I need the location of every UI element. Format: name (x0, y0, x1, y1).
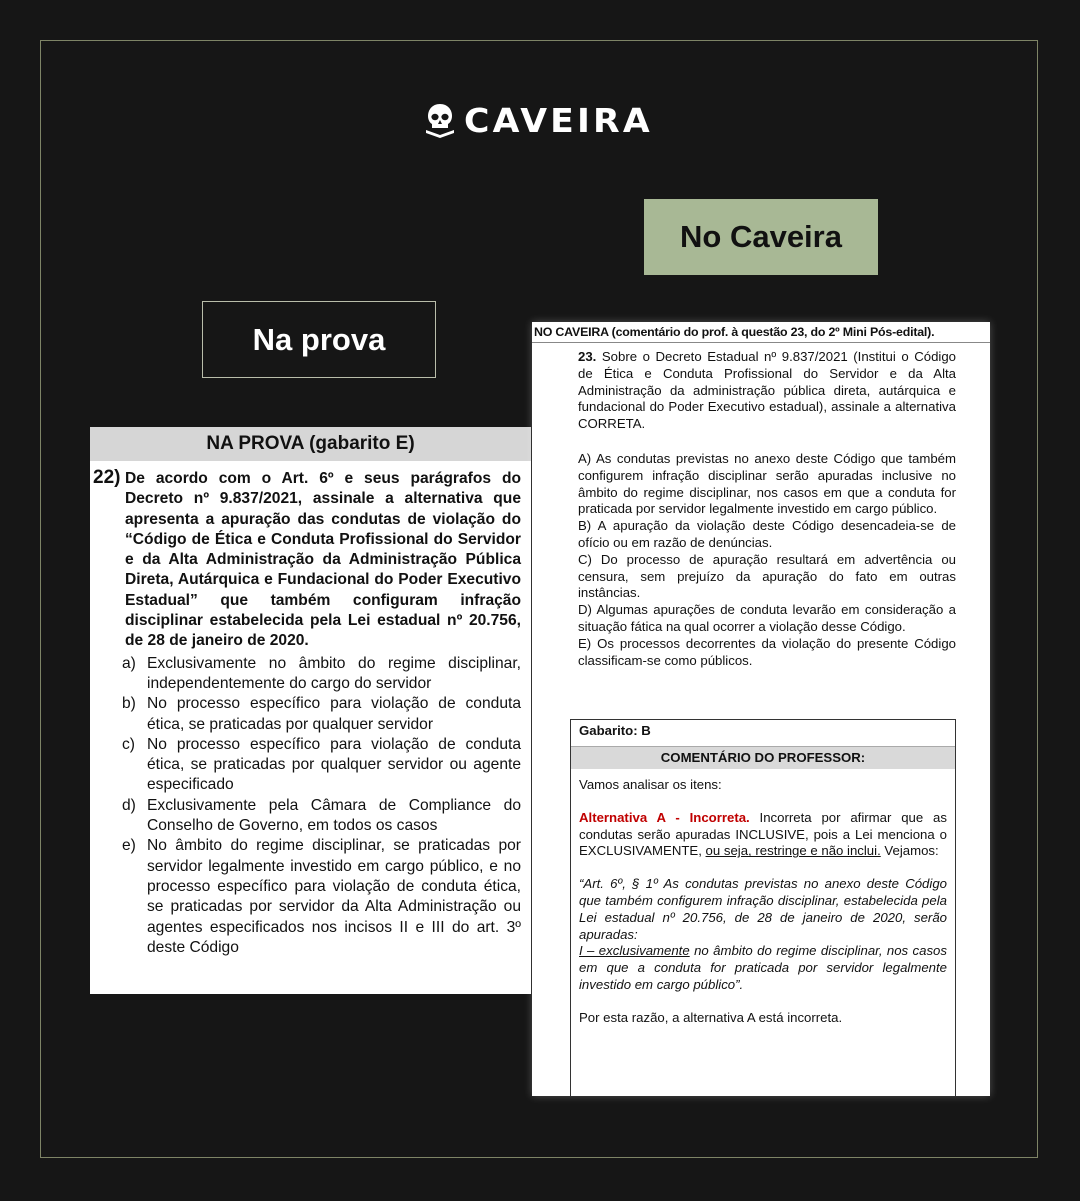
option-c (122, 735, 521, 796)
alternative-a-underline: ou seja, restringe e não inclui. (705, 843, 881, 859)
brand-name: CAVEIRA (464, 100, 653, 140)
comment-intro: Vamos analisar os itens: (579, 777, 722, 792)
alternative-a-label: Alternativa A - Incorreta. (579, 809, 750, 825)
option-c: C) Do processo de apuração resultará em advertência ou censura, sem prejuízo da apuração do fato em outras instâncias. (578, 551, 956, 601)
comment-title: COMENTÁRIO DO PROFESSOR: (571, 746, 955, 769)
option-a (122, 654, 521, 695)
option-letter: b) (122, 695, 136, 713)
question-23-number: 23. (578, 349, 597, 364)
option-d: D) Algumas apurações de conduta levarão em consideração a situação fática na qual ocorrer a violação desse Código. (578, 602, 956, 634)
comment-body (571, 769, 955, 1027)
legal-quote-end: no âmbito do regime disciplinar, nos casos em que a conduta for praticada por servidor legalmente investido em cargo público”. (579, 943, 947, 992)
option-d (122, 796, 521, 837)
option-b: B) A apuração da violação deste Código desencadeia-se de ofício ou em razão de denúncias. (578, 518, 956, 550)
brand-logo (424, 100, 653, 140)
option-letter: e) (122, 837, 136, 855)
question-23-options (578, 451, 956, 669)
option-letter: d) (122, 796, 136, 814)
legal-quote-underline: I – exclusivamente (579, 943, 690, 959)
option-a: A) As condutas previstas no anexo deste Código que também configurem infração disciplinar serão apuradas inclusive no âmbito do regime disciplinar, nos casos em que a conduta for praticada por servidor legalmente investido em cargo público. (578, 450, 956, 517)
option-text: Exclusivamente no âmbito do regime disciplinar, independentemente do cargo do servidor (147, 654, 521, 692)
legal-quote (579, 876, 947, 994)
exam-header: NA PROVA (gabarito E) (90, 427, 531, 461)
option-text: No processo específico para violação de conduta ética, se praticadas por qualquer servidor ou agente especificado (147, 735, 521, 794)
alternative-a-end: Vejamos: (880, 843, 939, 859)
option-e: E) Os processos decorrentes da violação do presente Código classificam-se como públicos. (578, 635, 956, 668)
caveira-header: NO CAVEIRA (comentário do prof. à questão 23, do 2º Mini Pós-edital). (532, 322, 990, 343)
question-23-stem (578, 349, 956, 433)
option-text: No processo específico para violação de conduta ética, se praticadas por qualquer servidor (147, 695, 521, 733)
comment-conclusion: Por esta razão, a alternativa A está incorreta. (579, 1009, 843, 1025)
exam-question-document (90, 427, 531, 994)
question-22 (90, 461, 531, 958)
option-letter: a) (122, 654, 136, 672)
question-stem: De acordo com o Art. 6º e seus parágrafos do Decreto nº 9.837/2021, assinale a alternativa que apresenta a apuração das condutas de violação do “Código de Ética e Conduta Profissional do Servidor e da Alta Administração da Administração Pública Direta, Autárquica e Fundacional do Poder Executivo Estadual” que também configuram infração disciplinar estabelecida pela Lei estadual nº 20.756, de 28 de janeiro de 2020. (125, 470, 521, 650)
caveira-comment-document (532, 322, 990, 1096)
option-letter: c) (122, 735, 135, 753)
comment-box (570, 719, 956, 1096)
legal-quote-main: “Art. 6º, § 1º As condutas previstas no anexo deste Código que também configurem infração disciplinar, estabelecida pela Lei estadual nº 20.756, de 28 de janeiro de 2020, serão apuradas: (579, 876, 947, 942)
answer-key: Gabarito: B (579, 723, 651, 738)
option-e (122, 836, 521, 958)
option-text: Exclusivamente pela Câmara de Compliance do Conselho de Governo, em todos os casos (147, 796, 521, 835)
skull-icon (424, 102, 456, 138)
label-no-caveira: No Caveira (644, 199, 878, 275)
question-number: 22) (93, 467, 121, 488)
question-23-text: Sobre o Decreto Estadual nº 9.837/2021 (Institui o Código de Ética e Conduta Profissional do Servidor e da Alta Administração da administração pública direta, autárquica e fundacional do Poder Executivo estadual), assinale a alternativa CORRETA. (578, 349, 956, 432)
option-list (122, 654, 521, 958)
option-text: No âmbito do regime disciplinar, se praticadas por servidor legalmente investido em cargo público, e no processo específico para violação de conduta ética, se praticadas por servidor da Alta Administração ou agentes especificados nos incisos II e III do art. 3º deste Código (147, 837, 521, 956)
alternative-a-text: Incorreta por afirmar que as condutas serão apuradas INCLUSIVE, pois a Lei menciona o EXCLUSIVAMENTE, (579, 809, 947, 859)
question-23 (532, 343, 990, 669)
alternative-a-analysis (579, 810, 947, 860)
option-b (122, 694, 521, 735)
label-na-prova: Na prova (202, 301, 436, 378)
